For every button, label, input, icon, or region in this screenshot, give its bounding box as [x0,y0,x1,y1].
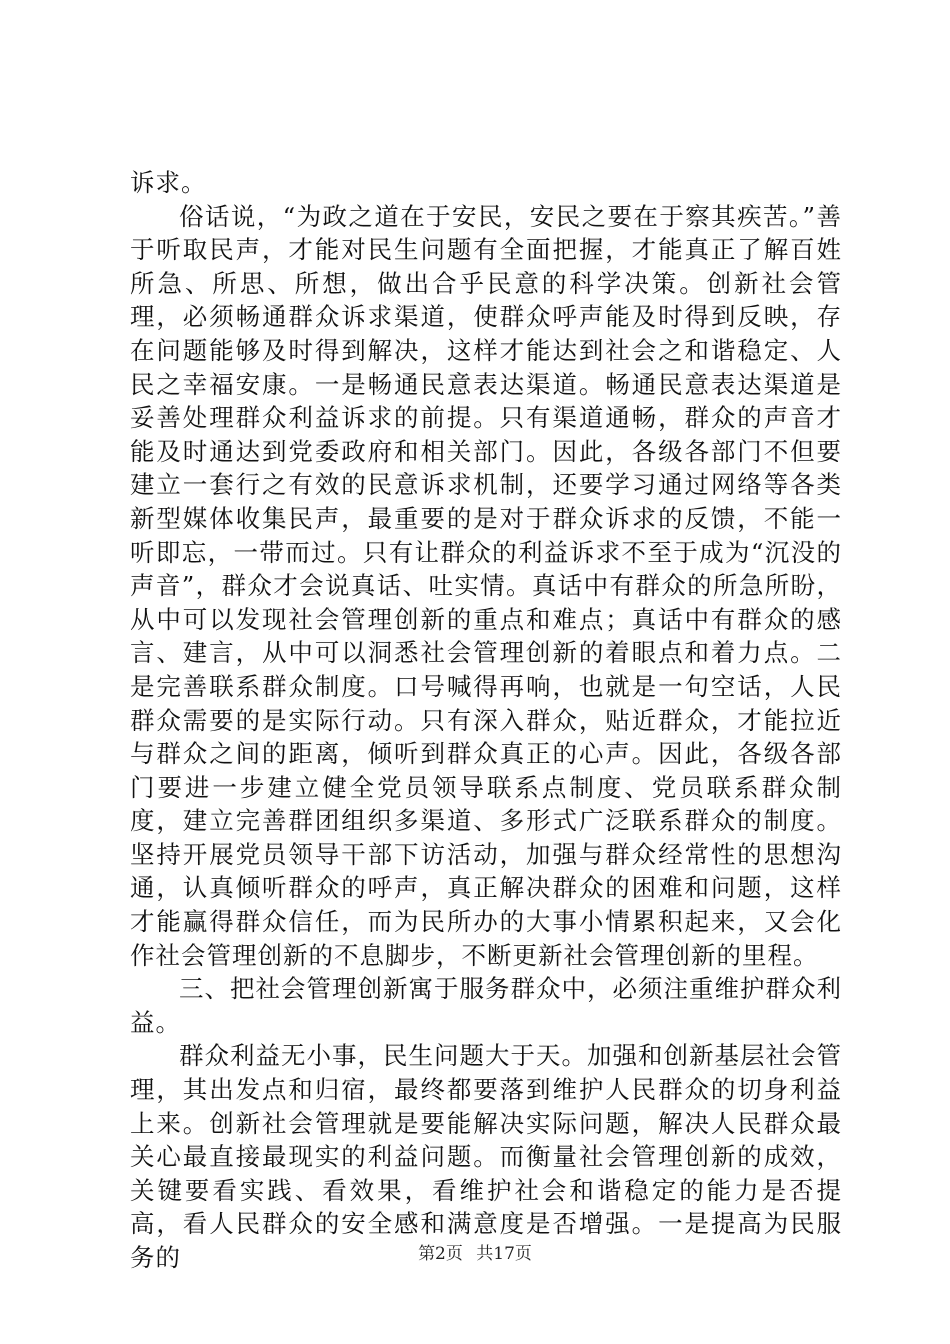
section-heading-three: 三、把社会管理创新寓于服务群众中，必须注重维护群众利益。 [130,974,842,1037]
paragraph-people-interest: 群众利益无小事，民生问题大于天。加强和创新基层社会管理，其出发点和归宿，最终都要落到维护人民群众的切身利益上来。创新社会管理就是要能解决实际问题，解决人民群众最关心最直接最现实的利益问题。而衡量社会管理创新的成效，关键要看实践、看效果，看维护社会和谐稳定的能力是否提高，看人民群众的安全感和满意度是否增强。一是提高为民服务的 [130,1041,842,1272]
paragraph-continuation: 诉求。 [130,168,207,197]
page-total: 共17页 [476,1244,532,1264]
page-number: 第2页 [418,1244,463,1264]
paragraph-proverb: 俗话说，“为政之道在于安民，安民之要在于察其疾苦。”善于听取民声，才能对民生问题有全面把握，才能真正了解百姓所急、所思、所想，做出合乎民意的科学决策。创新社会管理，必须畅通群众诉求渠道，使群众呼声能及时得到反映，存在问题能够及时得到解决，这样才能达到社会之和谐稳定、人民之幸福安康。一是畅通民意表达渠道。畅通民意表达渠道是妥善处理群众利益诉求的前提。只有渠道通畅，群众的声音才能及时通达到党委政府和相关部门。因此，各级各部门不但要建立一套行之有效的民意诉求机制，还要学习通过网络等各类新型媒体收集民声，最重要的是对于群众诉求的反馈，不能一听即忘，一带而过。只有让群众的利益诉求不至于成为“沉没的声音”，群众才会说真话、吐实情。真话中有群众的所急所盼，从中可以发现社会管理创新的重点和难点；真话中有群众的感言、建言，从中可以洞悉社会管理创新的着眼点和着力点。二是完善联系群众制度。口号喊得再响，也就是一句空话，人民群众需要的是实际行动。只有深入群众，贴近群众，才能拉近与群众之间的距离，倾听到群众真正的心声。因此，各级各部门要进一步建立健全党员领导联系点制度、党员联系群众制度，建立完善群团组织多渠道、多形式广泛联系群众的制度。坚持开展党员领导干部下访活动，加强与群众经常性的思想沟通，认真倾听群众的呼声，真正解决群众的困难和问题，这样才能赢得群众信任，而为民所办的大事小情累积起来，又会化作社会管理创新的不息脚步，不断更新社会管理创新的里程。 [130,201,842,970]
page-footer [0,1244,950,1264]
document-body [130,166,842,1275]
